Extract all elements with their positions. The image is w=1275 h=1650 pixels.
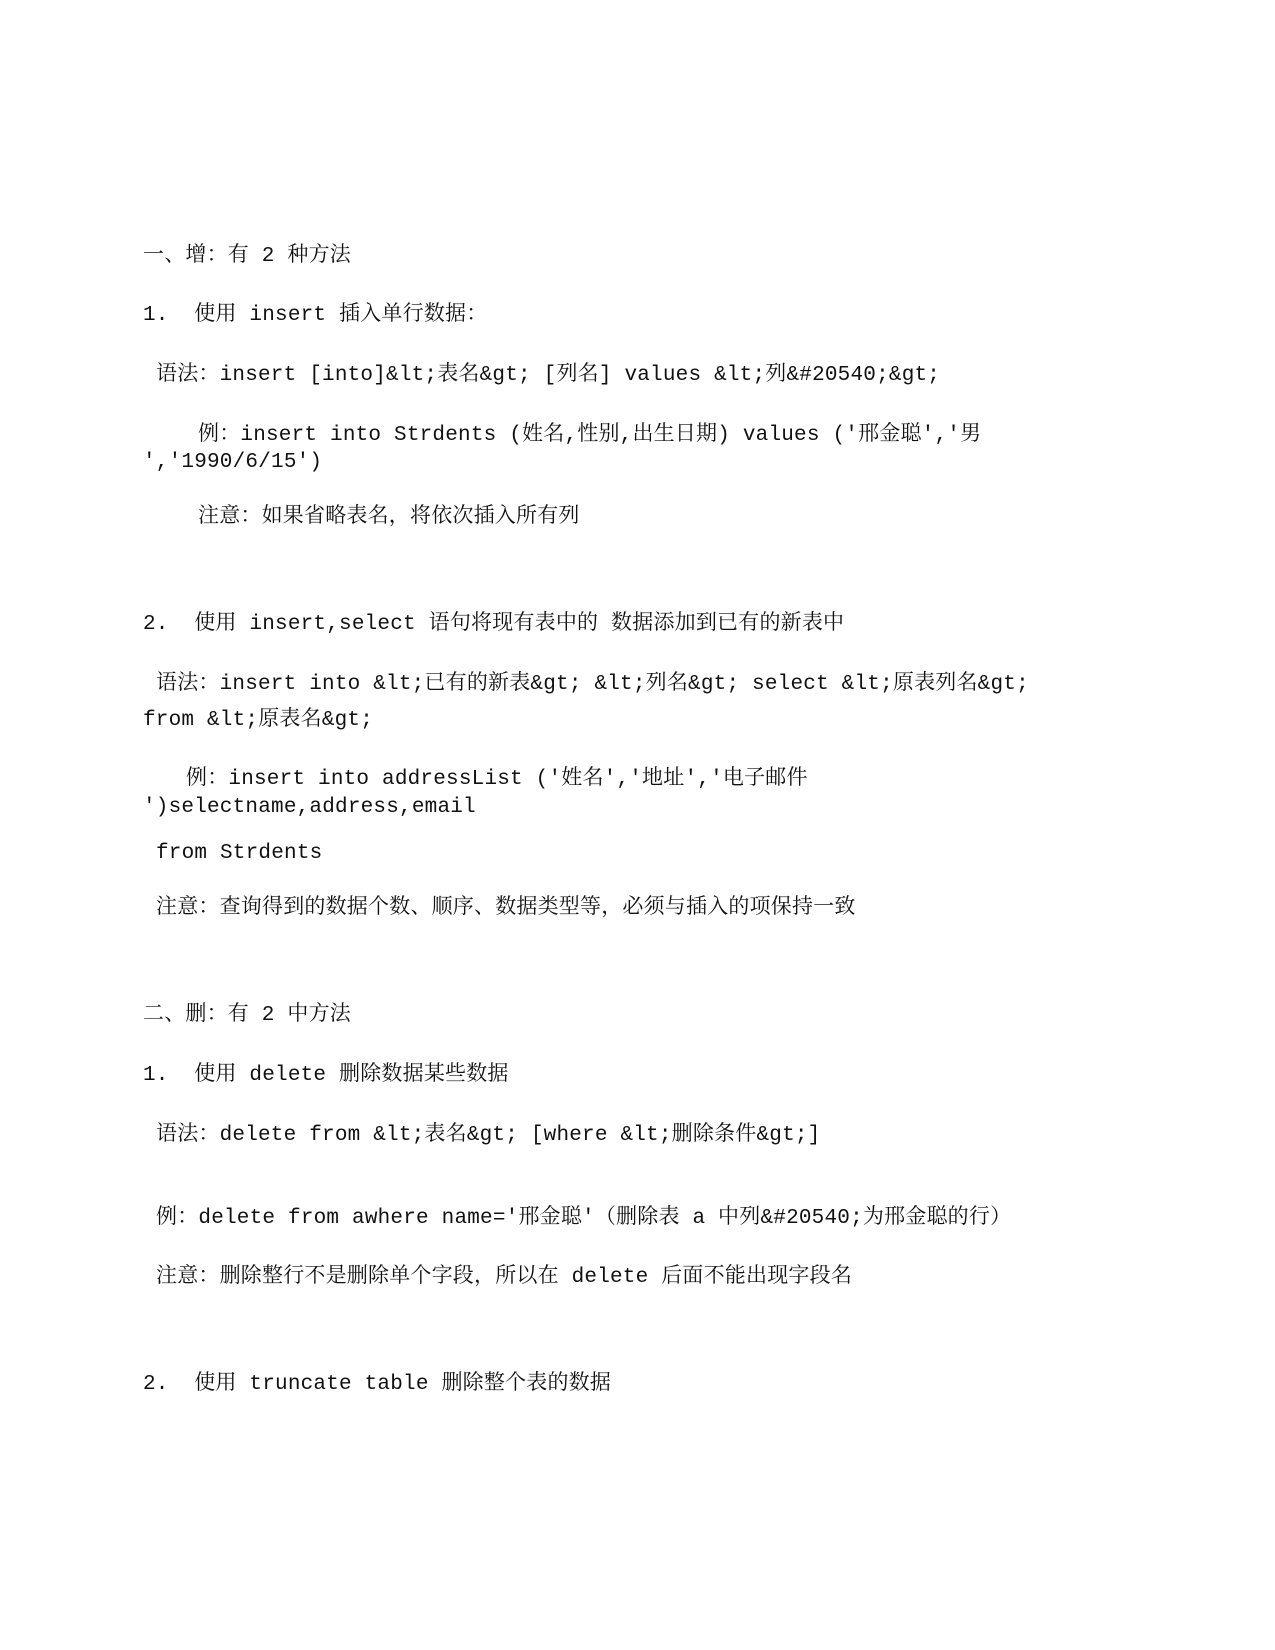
- method-title: 2. 使用 truncate table 删除整个表的数据: [143, 1373, 612, 1396]
- example-line: 例：insert into Strdents (姓名,性别,出生日期) values ('邢金聪','男: [198, 424, 982, 447]
- section-heading-delete: 二、删：有 2 中方法: [143, 1004, 352, 1027]
- example-line-continued: from Strdents: [156, 842, 323, 865]
- syntax-line: 语法：insert into &lt;已有的新表&gt; &lt;列名&gt; select &lt;原表列名&gt;: [156, 673, 1029, 696]
- method-title: 1. 使用 insert 插入单行数据：: [143, 304, 488, 327]
- note-line: 注意：查询得到的数据个数、顺序、数据类型等，必须与插入的项保持一致: [156, 897, 856, 920]
- method-title: 2. 使用 insert,select 语句将现有表中的 数据添加到已有的新表中: [143, 613, 845, 636]
- example-line: 例：delete from awhere name='邢金聪'（删除表 a 中列&#20540;为邢金聪的行）: [156, 1207, 1012, 1230]
- section-heading-insert: 一、增：有 2 种方法: [143, 245, 352, 268]
- method-title: 1. 使用 delete 删除数据某些数据: [143, 1064, 509, 1087]
- example-line: 例：insert into addressList ('姓名','地址','电子邮件: [186, 768, 808, 791]
- note-line: 注意：删除整行不是删除单个字段，所以在 delete 后面不能出现字段名: [156, 1266, 853, 1289]
- note-line: 注意：如果省略表名，将依次插入所有列: [198, 506, 580, 529]
- syntax-line: 语法：delete from &lt;表名&gt; [where &lt;删除条件&gt;]: [156, 1124, 821, 1147]
- syntax-line: 语法：insert [into]&lt;表名&gt; [列名] values &lt;列&#20540;&gt;: [156, 364, 941, 387]
- syntax-line-continued: from &lt;原表名&gt;: [143, 709, 374, 732]
- example-line-continued: ')selectname,address,email: [143, 796, 476, 819]
- example-line-continued: ','1990/6/15'): [143, 451, 323, 474]
